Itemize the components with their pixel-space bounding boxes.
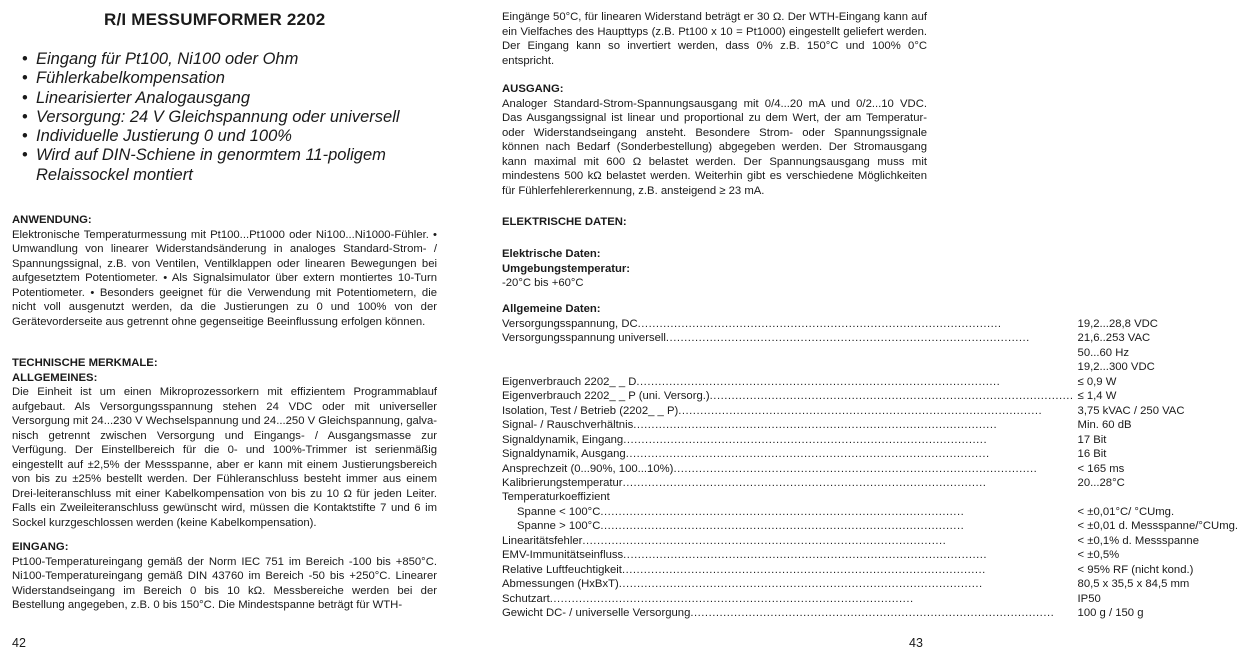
leader-dots	[638, 317, 1074, 331]
spec-value: ≤ 0,9 W	[1077, 375, 1117, 388]
anwendung-section	[12, 213, 437, 329]
spec-label-cell	[502, 505, 1074, 519]
spec-value: ≤ 1,4 W	[1077, 390, 1117, 403]
spec-label: Signal- / Rauschverhältnis	[502, 419, 634, 432]
spec-label: Eigenverbrauch 2202_ _ D	[502, 375, 637, 388]
spec-label: Signaldynamik, Ausgang	[502, 448, 626, 461]
spec-value: 16 Bit	[1077, 448, 1107, 461]
spec-value: < ±0,5%	[1077, 549, 1120, 562]
leader-dots	[623, 476, 1074, 490]
leader-dots	[710, 389, 1074, 403]
allgemeine-daten-heading: Allgemeine Daten:	[502, 303, 601, 315]
spec-label: Versorgungsspannung universell	[502, 332, 666, 345]
spec-label-cell	[502, 476, 1074, 490]
umgebung-section	[502, 247, 927, 291]
leader-dots	[636, 375, 1073, 389]
spec-row	[502, 447, 1238, 461]
spec-value: < ±0,01°C/ °CUmg.	[1077, 505, 1175, 518]
ausgang-heading: AUSGANG:	[502, 83, 564, 95]
spec-row	[502, 404, 1238, 418]
left-page	[12, 0, 438, 654]
spec-label-cell	[502, 346, 1074, 360]
spec-label-cell	[502, 577, 1074, 591]
spec-label-cell	[502, 534, 1074, 548]
leader-dots	[622, 563, 1074, 577]
feature-item: • Linearisierter Analogausgang	[22, 89, 452, 108]
spec-label-cell	[502, 331, 1074, 345]
anwendung-heading: ANWENDUNG:	[12, 214, 92, 226]
leader-dots	[550, 592, 1074, 606]
spec-row	[502, 389, 1238, 403]
feature-item: • Wird auf DIN-Schiene in genormtem 11-poligem Relaissockel montiert	[22, 146, 452, 185]
spec-label-cell	[502, 389, 1074, 403]
right-page	[502, 0, 1238, 654]
spec-label-cell	[502, 433, 1074, 447]
specs-table-wrapper	[502, 317, 1238, 621]
spec-value	[1074, 490, 1238, 504]
feature-item: • Fühlerkabelkompensation	[22, 69, 452, 88]
leader-dots	[623, 548, 1073, 562]
ausgang-text: Analoger Standard-Strom-Spannungsausgang mit 0/4...20 mA und 0/2...10 VDC. Das Ausgangssignal ist linear und proportional zu dem Wert, der am Temperatur- oder Widerstandseingang ansteht. Besondere Strom- oder Spannungssignale können nach Bedarf (Sonderbestellung) abgegeben werden. Der Stromausgang kann maximal mit 600 Ω belastet werden. Der Spannungsausgang muss mit mindestens 500 kΩ belastet werden. Weiterhin gibt es verschiedene Möglichkeiten für Fühlerfehlererkennung, z.B. ansteigend ≥ 23 mA.	[502, 97, 927, 197]
leader-dots	[619, 577, 1074, 591]
spec-row	[502, 505, 1238, 519]
page-number-left: 42	[12, 636, 26, 650]
page-number-right: 43	[909, 636, 923, 650]
spec-label-cell	[502, 375, 1074, 389]
spec-row	[502, 577, 1238, 591]
spec-value: 20...28°C	[1077, 476, 1125, 489]
feature-item: • Versorgung: 24 V Gleichspannung oder universell	[22, 108, 452, 127]
spec-value: 50...60 Hz	[1077, 346, 1130, 359]
leader-dots	[582, 534, 1073, 548]
anwendung-text: Elektronische Temperaturmessung mit Pt100...Pt1000 oder Ni100...Ni1000-Fühler. • Umwandlung von linearer Widerstandsänderung in analoges Standard-Strom- / Spannungssignal, z.B. von Ventilen, Ventilklappen oder linearen Bewegungen bei aufgesetztem Potentiometer. • Als Signalsimulator über extern montiertes 10-Turn Potentiometer. • Besonders geeignet für die Verwendung mit Potentiometern, die nicht voll ausgenutzt werden, da die Justierungen zu 0 und 100% von der Gerätevorderseite aus getrennt ohne gegenseitige Beeinflussung erfolgen können.	[12, 228, 437, 328]
spec-label: Temperaturkoeffizient	[502, 491, 610, 504]
spec-label-cell	[502, 563, 1074, 577]
spec-row	[502, 490, 1238, 504]
spec-row	[502, 360, 1238, 374]
elektrische-daten-subheading: Elektrische Daten:	[502, 248, 601, 260]
spec-row	[502, 548, 1238, 562]
technische-merkmale-heading: TECHNISCHE MERKMALE:	[12, 357, 158, 369]
spec-label-cell	[502, 404, 1074, 418]
spec-row	[502, 418, 1238, 432]
leader-dots	[633, 418, 1073, 432]
spec-row	[502, 331, 1238, 345]
spec-value: < 165 ms	[1077, 462, 1125, 475]
spec-row	[502, 592, 1238, 606]
spec-label: Ansprechzeit (0...90%, 100...10%)	[502, 462, 674, 475]
umgebungstemperatur-value: -20°C bis +60°C	[502, 277, 584, 290]
spec-row	[502, 519, 1238, 533]
spec-row	[502, 563, 1238, 577]
spec-label: Abmessungen (HxBxT)	[502, 578, 619, 591]
spec-label-cell	[502, 548, 1074, 562]
spec-row	[502, 375, 1238, 389]
feature-item: • Individuelle Justierung 0 und 100%	[22, 127, 452, 146]
leader-dots	[623, 433, 1073, 447]
spec-value: 19,2...28,8 VDC	[1077, 318, 1158, 330]
spec-label: Spanne < 100°C	[517, 505, 601, 518]
spec-row	[502, 462, 1238, 476]
allgemeines-text: Die Einheit ist um einen Mikroprozessorkern mit effizientem Programmablauf aufgebaut. Als Versorgungsspannung stehen 24 VDC oder mit universeller Versorgung mit 24...230 V Wechselspannung und 24...250 V Gleichspannung, galva-nisch getrennt zwischen Versorgung und Eingangs- / Ausgangsmasse zur Verfügung. Der Einstellbereich für die 0- und 100%-Trimmer ist serienmäßig eingestellt auf ±2,5% der Messspanne, aber er kann mit einem Justierungsbereich von bis zu ±25% bestellt werden. Der Fühleranschluss besteht immer aus einem Drei-leiteranschluss mit einer Kabelkompensation von bis zu 10 Ω für jeden Leiter. Falls ein Zweileiteranschluss gewünscht wird, müssen die Kontaktstifte 7 und 6 im Sockel kurzgeschlossen werden (keine Kabelkompensation).	[12, 386, 437, 530]
spec-label: Schutzart	[502, 592, 550, 605]
feature-item: • Eingang für Pt100, Ni100 oder Ohm	[22, 50, 452, 69]
spec-label: Kalibrierungstemperatur	[502, 476, 623, 489]
eingang-continued: Eingänge 50°C, für linearen Widerstand beträgt er 30 Ω. Der WTH-Eingang kann auf ein Vielfaches des Haupttyps (z.B. Pt100 x 10 = Pt1000) eingestellt geliefert werden. Der Eingang kann so invertiert werden, dass 0% z.B. 150°C und 100% 0°C entspricht.	[502, 11, 927, 67]
spec-row	[502, 433, 1238, 447]
spec-value: < ±0,01 d. Messspanne/°CUmg.	[1077, 520, 1238, 533]
spec-label-cell	[502, 418, 1074, 432]
spec-label-cell	[502, 519, 1074, 533]
spec-label: Linearitätsfehler	[502, 534, 583, 547]
ausgang-section	[502, 82, 927, 198]
spec-label-cell	[502, 606, 1074, 620]
leader-dots	[600, 505, 1073, 519]
spec-value: 3,75 kVAC / 250 VAC	[1077, 404, 1185, 417]
spec-label: Isolation, Test / Betrieb (2202_ _ P)	[502, 404, 679, 417]
spec-value: 100 g / 150 g	[1077, 607, 1144, 620]
feature-list	[22, 50, 452, 185]
leader-dots	[673, 462, 1073, 476]
spec-value: < ±0,1% d. Messspanne	[1077, 534, 1199, 547]
leader-dots	[626, 447, 1074, 461]
elektrische-daten-heading: ELEKTRISCHE DATEN:	[502, 216, 627, 228]
spec-label: EMV-Immunitätseinfluss	[502, 549, 624, 562]
umgebungstemperatur-heading: Umgebungstemperatur:	[502, 262, 631, 275]
spec-value: 19,2...300 VDC	[1077, 361, 1155, 374]
spec-label: Versorgungsspannung, DC	[502, 318, 638, 330]
spec-value: Min. 60 dB	[1077, 419, 1132, 432]
spec-label: Gewicht DC- / universelle Versorgung	[502, 607, 691, 620]
spec-label-cell	[502, 490, 1074, 504]
spec-row	[502, 476, 1238, 490]
spec-value: 21,6..253 VAC	[1077, 332, 1151, 345]
eingang-heading: EINGANG:	[12, 541, 69, 553]
allgemeines-heading: ALLGEMEINES:	[12, 371, 98, 384]
spec-label: Eigenverbrauch 2202_ _ P (uni. Versorg.)	[502, 390, 710, 403]
eingang-text: Pt100-Temperatureingang gemäß der Norm IEC 751 im Bereich -100 bis +850°C. Ni100-Temperatureingang gemäß DIN 43760 im Bereich -50 bis +250°C. Linearer Widerstandseingang im Bereich 0 bis 10 kΩ. Messbereiche werden bei der Bestellung angegeben, z.B. 0 bis 150°C. Die Mindestspanne beträgt für WTH-	[12, 555, 437, 612]
spec-row	[502, 317, 1238, 331]
spec-row	[502, 606, 1238, 620]
spec-value: 17 Bit	[1077, 433, 1107, 446]
spec-label-cell	[502, 592, 1074, 606]
page-title: R/I MESSUMFORMER 2202	[104, 10, 326, 29]
spec-label-cell	[502, 462, 1074, 476]
spec-row	[502, 534, 1238, 548]
leader-dots	[678, 404, 1073, 418]
leader-dots	[600, 519, 1073, 533]
specs-table	[502, 317, 1238, 621]
spec-label: Signaldynamik, Eingang	[502, 433, 624, 446]
spec-value: 80,5 x 35,5 x 84,5 mm	[1077, 578, 1190, 591]
eingang-section	[12, 540, 437, 613]
spec-row	[502, 346, 1238, 360]
spec-label-cell	[502, 317, 1074, 331]
spec-label: Spanne > 100°C	[517, 520, 601, 533]
spec-value: < 95% RF (nicht kond.)	[1077, 563, 1194, 576]
spec-label-cell	[502, 360, 1074, 374]
spec-value: IP50	[1077, 592, 1101, 605]
leader-dots	[666, 331, 1074, 345]
leader-dots	[690, 606, 1073, 620]
spec-label-cell	[502, 447, 1074, 461]
technische-merkmale-section	[12, 356, 437, 531]
spec-label: Relative Luftfeuchtigkeit	[502, 563, 622, 576]
